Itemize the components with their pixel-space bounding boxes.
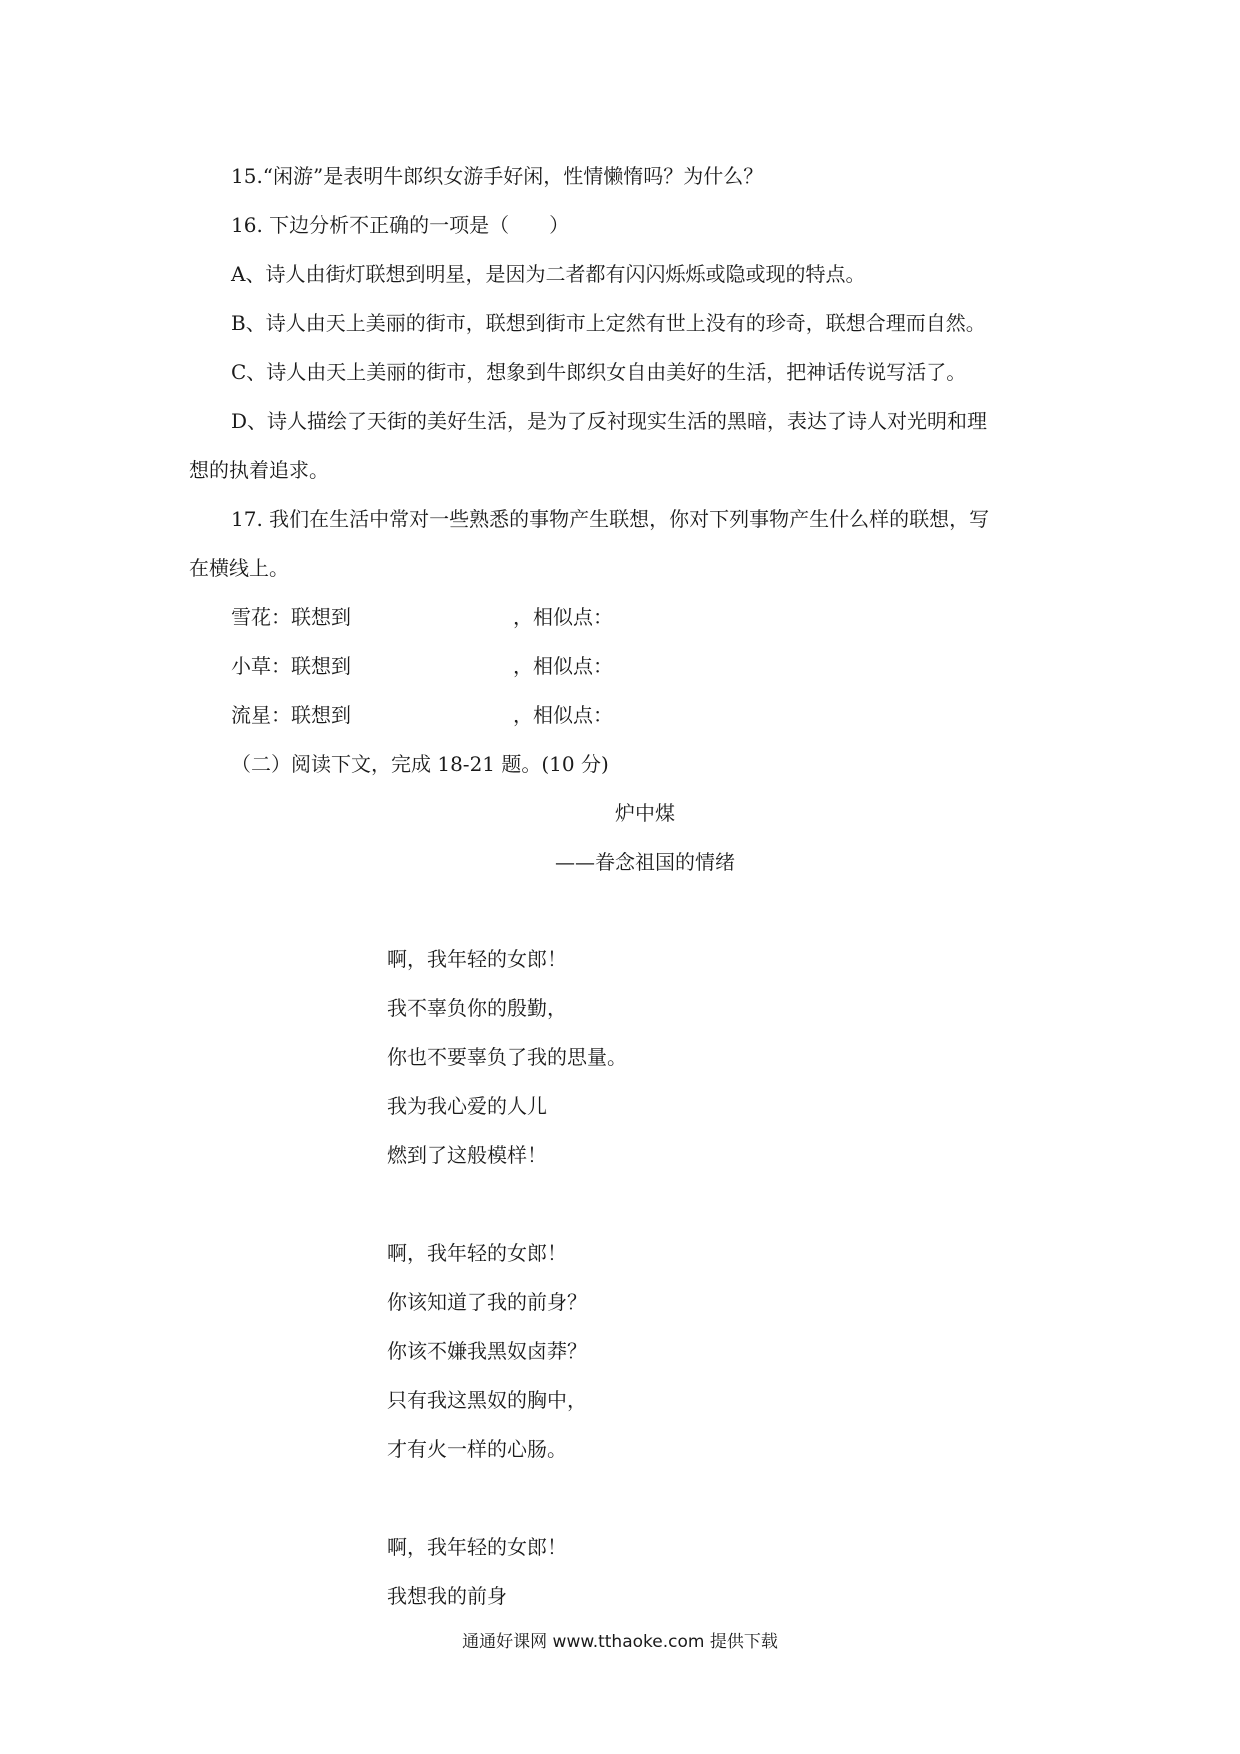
poem-title: 炉中煤 [615, 801, 675, 825]
poem-line: 你该不嫌我黑奴卤莽？ [387, 1339, 587, 1363]
poem-subtitle: ——眷念祖国的情绪 [555, 850, 735, 874]
poem-line: 啊，我年轻的女郎！ [387, 1241, 567, 1265]
question-16-option-d-continued: 想的执着追求。 [189, 458, 329, 482]
poem-line: 才有火一样的心肠。 [387, 1437, 567, 1461]
blank-similar-label: ，相似点： [513, 605, 613, 629]
question-17-blank-snowflake [231, 603, 613, 631]
page-footer: 通通好课网 www.tthaoke.com 提供下载 [462, 1632, 778, 1652]
poem-line: 啊，我年轻的女郎！ [387, 947, 567, 971]
blank-similar-label: ，相似点： [513, 703, 613, 727]
poem-line: 你该知道了我的前身？ [387, 1290, 587, 1314]
poem-line: 只有我这黑奴的胸中， [387, 1388, 587, 1412]
question-16-option-c: C、诗人由天上美丽的街市，想象到牛郎织女自由美好的生活，把神话传说写活了。 [231, 360, 967, 384]
question-17-continued: 在横线上。 [189, 556, 289, 580]
question-16-option-a: A、诗人由街灯联想到明星，是因为二者都有闪闪烁烁或隐或现的特点。 [231, 262, 866, 286]
blank-item-label: 雪花：联想到 [231, 605, 351, 629]
poem-line: 我想我的前身 [387, 1584, 507, 1608]
blank-item-label: 流星：联想到 [231, 703, 351, 727]
poem-line: 你也不要辜负了我的思量。 [387, 1045, 627, 1069]
question-16-option-d: D、诗人描绘了天街的美好生活，是为了反衬现实生活的黑暗，表达了诗人对光明和理 [231, 409, 988, 433]
poem-line: 啊，我年轻的女郎！ [387, 1535, 567, 1559]
poem-line: 我不辜负你的殷勤， [387, 996, 567, 1020]
question-17: 17. 我们在生活中常对一些熟悉的事物产生联想，你对下列事物产生什么样的联想，写 [231, 507, 990, 531]
question-16-option-b: B、诗人由天上美丽的街市，联想到街市上定然有世上没有的珍奇，联想合理而自然。 [231, 311, 986, 335]
poem-line: 燃到了这般模样！ [387, 1143, 547, 1167]
blank-item-label: 小草：联想到 [231, 654, 351, 678]
question-17-blank-meteor [231, 701, 613, 729]
question-15: 15.“闲游”是表明牛郎织女游手好闲，性情懒惰吗？为什么？ [231, 164, 764, 188]
poem-line: 我为我心爱的人儿 [387, 1094, 547, 1118]
blank-similar-label: ，相似点： [513, 654, 613, 678]
question-17-blank-grass [231, 652, 613, 680]
question-16: 16. 下边分析不正确的一项是（ ） [231, 213, 570, 237]
section-2-heading: （二）阅读下文，完成 18-21 题。(10 分) [231, 752, 609, 776]
